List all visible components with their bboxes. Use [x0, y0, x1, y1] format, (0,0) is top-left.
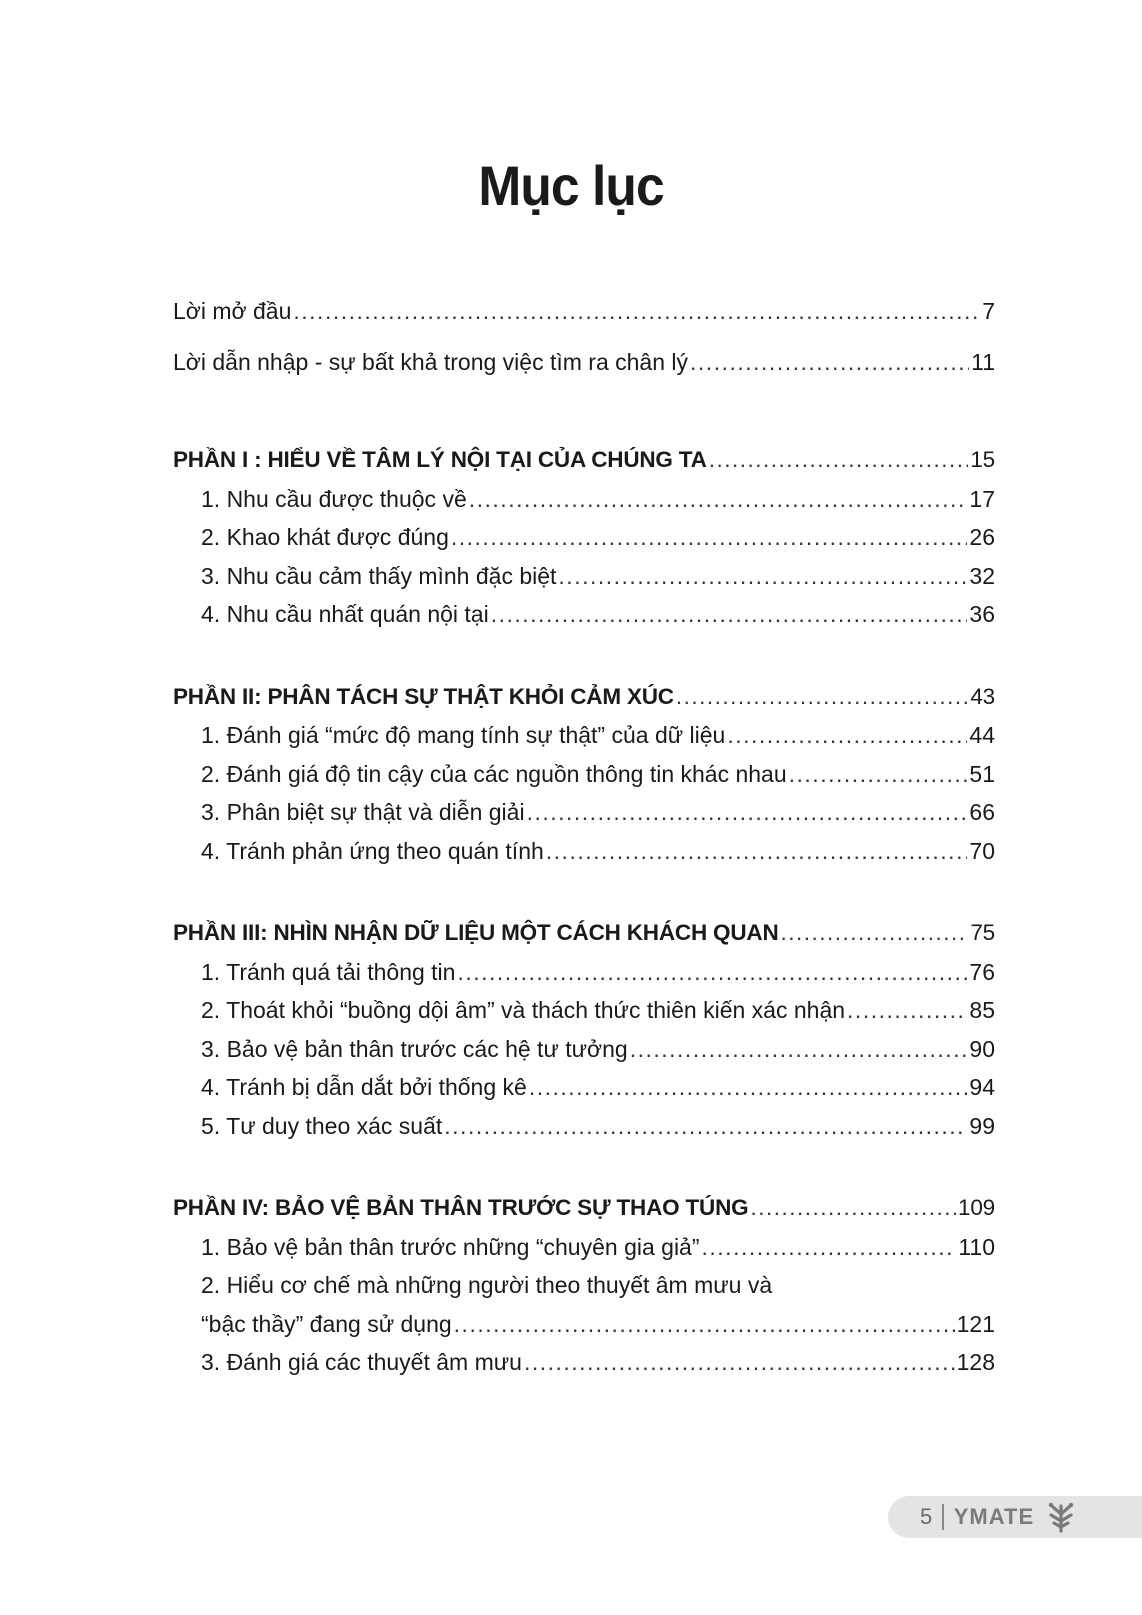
toc-entry-page: 44	[969, 722, 995, 748]
dot-leader	[444, 1107, 967, 1146]
toc-entry-page: 76	[969, 958, 995, 985]
toc-entry-page: 85	[969, 997, 995, 1023]
toc-entry-label: 4. Tránh bị dẫn dắt bởi thống kê	[201, 1074, 527, 1100]
toc-entry[interactable]	[173, 1030, 995, 1069]
page-number: 5	[920, 1504, 933, 1529]
toc-part-title: PHẦN III: NHÌN NHẬN DỮ LIỆU MỘT CÁCH KHÁCH QUAN	[173, 920, 779, 945]
toc-entry-line2[interactable]	[173, 1305, 995, 1344]
toc-entry[interactable]	[173, 1343, 995, 1382]
toc-entry-label: “bậc thầy” đang sử dụng	[201, 1310, 452, 1337]
toc-entry-label: 5. Tư duy theo xác suất	[201, 1112, 443, 1139]
dot-leader	[451, 518, 968, 557]
toc-entry[interactable]	[173, 832, 995, 871]
toc-entry[interactable]	[173, 1107, 995, 1146]
toc-entry-label: 1. Tránh quá tải thông tin	[201, 958, 456, 985]
toc-entry[interactable]	[173, 1068, 995, 1107]
page-footer	[888, 1496, 1142, 1538]
toc-entry[interactable]	[173, 595, 995, 634]
toc-entry[interactable]	[173, 953, 995, 992]
toc-entry-label: 4. Tránh phản ứng theo quán tính	[201, 837, 544, 864]
toc-entry-label: 3. Phân biệt sự thật và diễn giải	[201, 799, 525, 825]
toc-entry-page: 26	[969, 524, 995, 550]
toc-entry[interactable]	[173, 755, 995, 794]
dot-leader	[457, 953, 967, 992]
dot-leader	[781, 914, 969, 953]
toc-part-page: 109	[958, 1195, 995, 1220]
dot-leader	[469, 480, 968, 519]
toc-part-2[interactable]	[173, 678, 995, 717]
toc-entry-page: 36	[969, 601, 995, 627]
dot-leader	[709, 441, 969, 480]
toc-entry-label: Lời dẫn nhập - sự bất khả trong việc tìm ra chân lý	[173, 348, 689, 375]
toc-entry-line1[interactable]	[173, 1266, 995, 1305]
toc-entry-page: 51	[969, 760, 995, 787]
dot-leader	[454, 1305, 955, 1344]
toc-part-4[interactable]	[173, 1189, 995, 1228]
toc-entry[interactable]	[173, 1228, 995, 1267]
toc-entry-label: 2. Hiểu cơ chế mà những người theo thuyết âm mưu và	[201, 1272, 773, 1298]
toc-entry-page: 128	[956, 1349, 995, 1375]
dot-leader	[750, 1189, 956, 1228]
dot-leader	[558, 557, 967, 596]
toc-entry-label: 4. Nhu cầu nhất quán nội tại	[201, 601, 489, 627]
toc-entry[interactable]	[173, 716, 995, 755]
toc-entry[interactable]	[173, 991, 995, 1030]
toc-part-3[interactable]	[173, 914, 995, 953]
toc-entry[interactable]	[173, 793, 995, 832]
toc-entry-page: 32	[969, 562, 995, 589]
dot-leader	[789, 755, 968, 794]
toc-entry-label: 3. Bảo vệ bản thân trước các hệ tư tưởng	[201, 1035, 628, 1062]
toc-entry-label: 1. Đánh giá “mức độ mang tính sự thật” của dữ liệu	[201, 722, 726, 748]
page-title: Mục lục	[478, 154, 664, 217]
dot-leader	[727, 716, 967, 755]
dot-leader	[690, 343, 969, 382]
toc-entry-label: 1. Nhu cầu được thuộc về	[201, 485, 467, 512]
toc-entry[interactable]	[173, 518, 995, 557]
dot-leader	[293, 292, 980, 331]
toc-entry-page: 70	[969, 837, 995, 864]
toc-entry-label: 2. Đánh giá độ tin cậy của các nguồn thông tin khác nhau	[201, 760, 787, 787]
dot-leader	[676, 678, 969, 717]
dot-leader	[630, 1030, 968, 1069]
dot-leader	[847, 991, 967, 1030]
toc-entry-page: 11	[971, 348, 995, 375]
dot-leader	[491, 595, 968, 634]
dot-leader	[529, 1068, 968, 1107]
ymate-tree-logo-icon	[1044, 1500, 1078, 1534]
footer-divider	[942, 1504, 944, 1530]
toc-entry-preface[interactable]	[173, 292, 995, 331]
toc-part-title: PHẦN II: PHÂN TÁCH SỰ THẬT KHỎI CẢM XÚC	[173, 683, 674, 709]
toc-part-title: PHẦN IV: BẢO VỆ BẢN THÂN TRƯỚC SỰ THAO TÚNG	[173, 1195, 749, 1220]
toc-entry-label: 1. Bảo vệ bản thân trước những “chuyên gia giả”	[201, 1233, 700, 1260]
dot-leader	[524, 1343, 955, 1382]
toc-part-page: 43	[970, 683, 995, 709]
toc-entry-introduction[interactable]	[173, 343, 995, 382]
table-of-contents	[173, 292, 995, 1382]
toc-entry-page: 17	[969, 485, 995, 512]
dot-leader	[702, 1228, 957, 1267]
toc-entry-page: 110	[958, 1233, 995, 1260]
dot-leader	[527, 793, 968, 832]
toc-entry[interactable]	[173, 480, 995, 519]
toc-entry-page: 94	[969, 1074, 995, 1100]
toc-entry-page: 7	[982, 298, 995, 324]
toc-part-title: PHẦN I : HIỂU VỀ TÂM LÝ NỘI TẠI CỦA CHÚNG TA	[173, 447, 707, 472]
toc-entry-page: 66	[969, 799, 995, 825]
toc-entry-page: 99	[969, 1112, 995, 1139]
toc-part-page: 75	[970, 920, 995, 945]
toc-entry-label: Lời mở đầu	[173, 298, 292, 324]
toc-entry[interactable]	[173, 557, 995, 596]
toc-entry-page: 121	[956, 1310, 995, 1337]
brand-name: YMATE	[953, 1504, 1035, 1529]
toc-part-page: 15	[970, 447, 995, 472]
toc-entry-label: 3. Nhu cầu cảm thấy mình đặc biệt	[201, 562, 557, 589]
dot-leader	[546, 832, 968, 871]
toc-entry-label: 2. Khao khát được đúng	[201, 524, 449, 550]
toc-entry-label: 2. Thoát khỏi “buồng dội âm” và thách thức thiên kiến xác nhận	[201, 997, 846, 1023]
toc-entry-label: 3. Đánh giá các thuyết âm mưu	[201, 1349, 522, 1375]
toc-part-1[interactable]	[173, 441, 995, 480]
toc-entry-page: 90	[969, 1035, 995, 1062]
